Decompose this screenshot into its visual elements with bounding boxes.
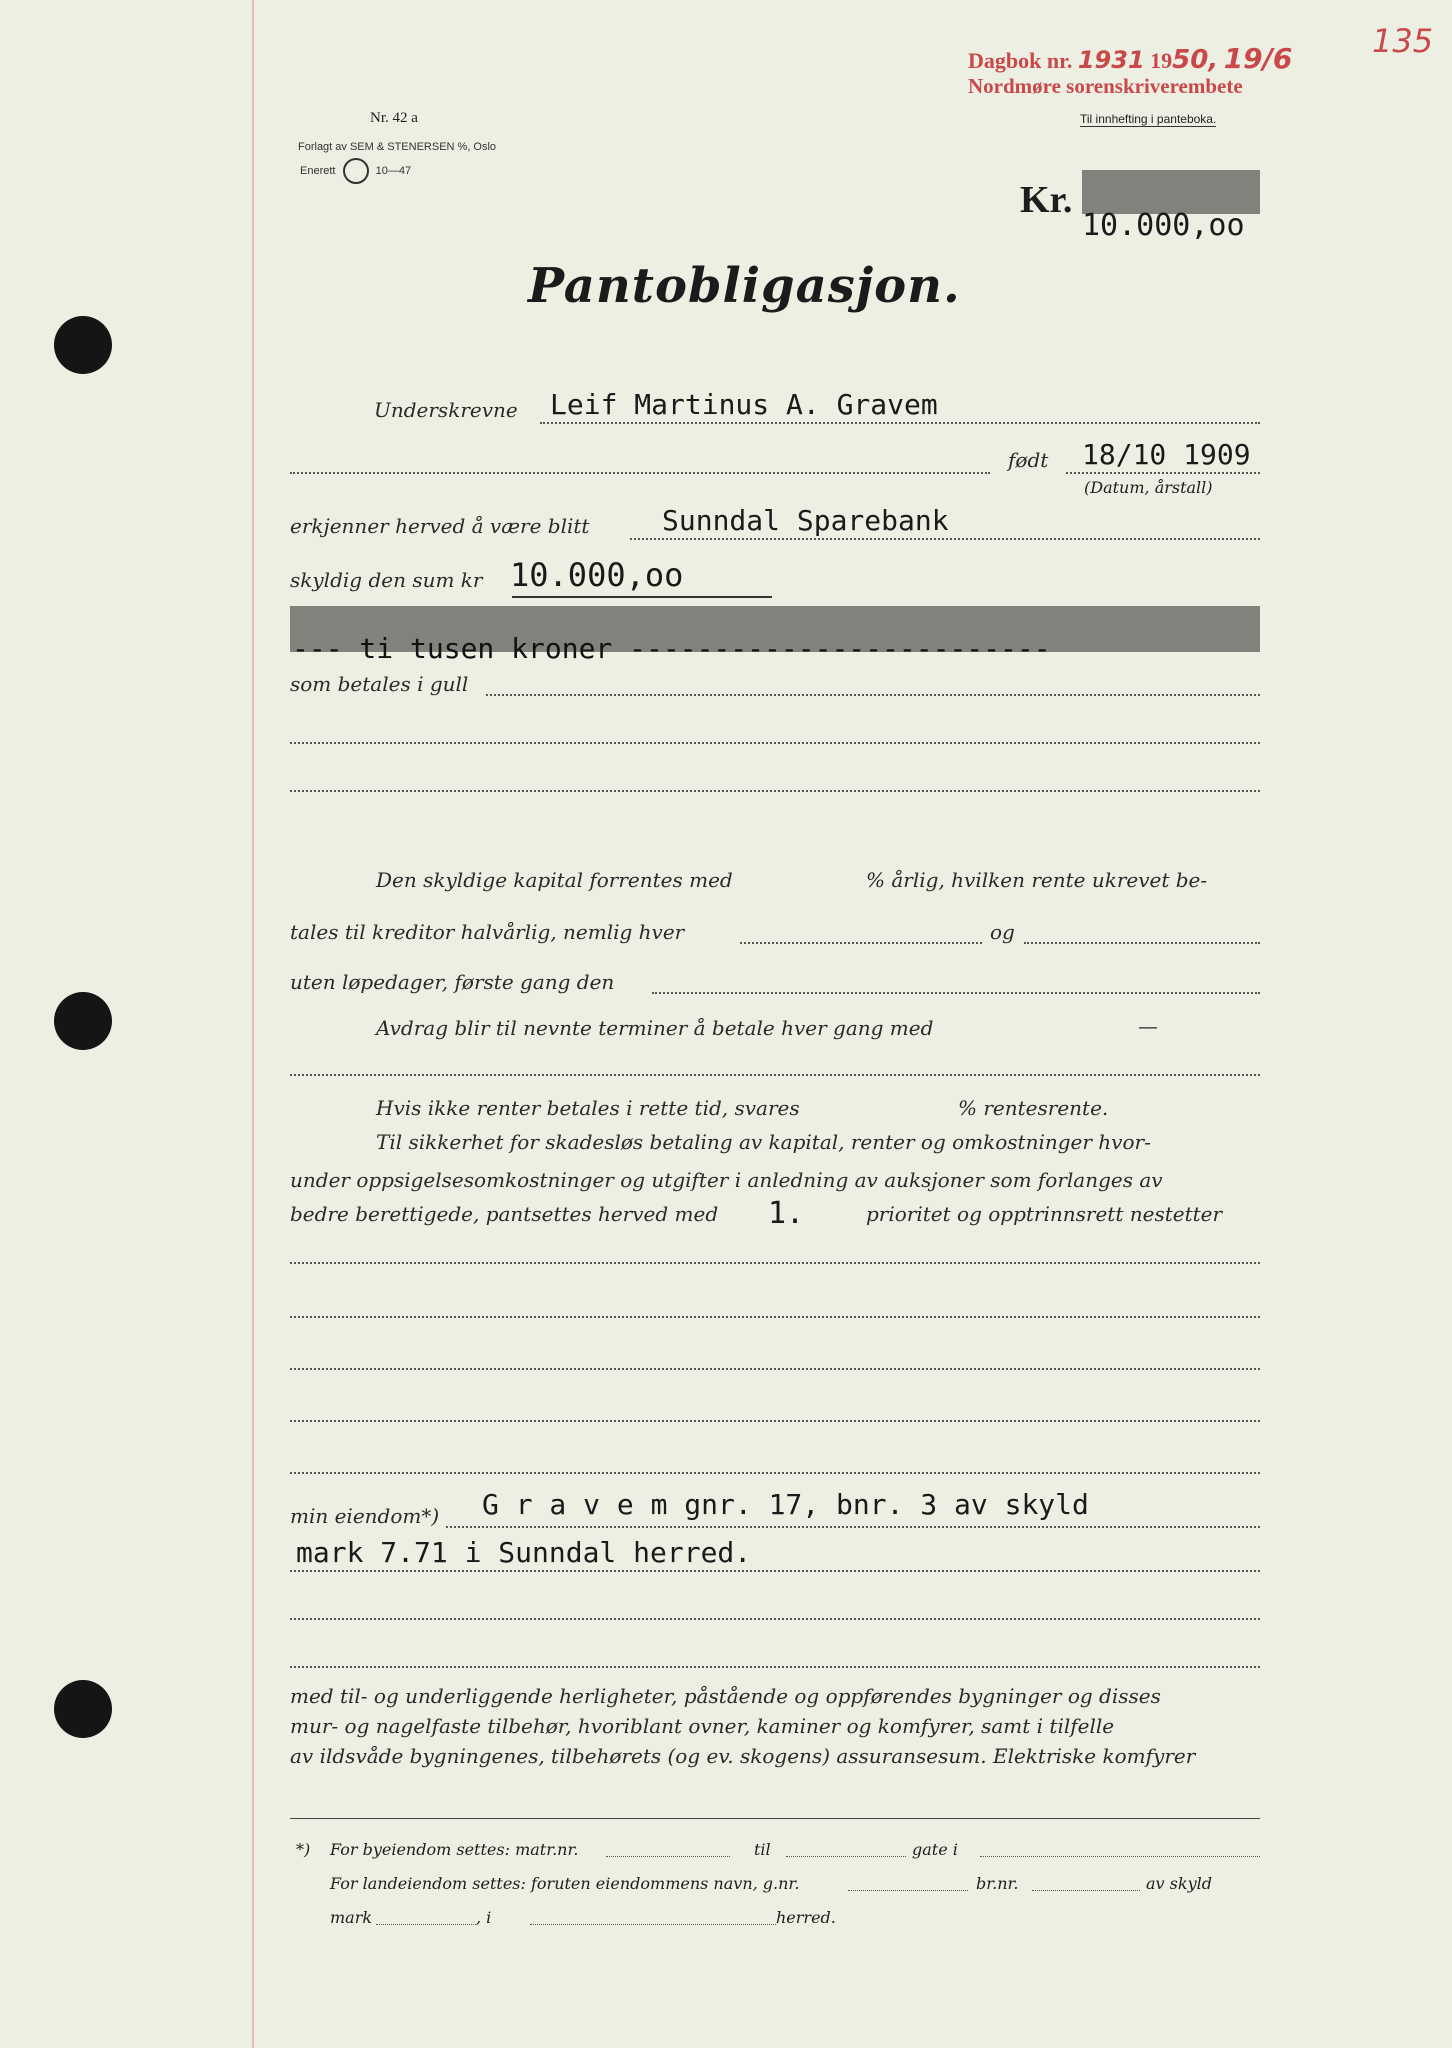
underskrevne-line: [540, 422, 1260, 424]
terms-line8-b: prioritet og opptrinnsrett nestetter: [866, 1202, 1223, 1226]
forste-gang-line: [652, 992, 1260, 994]
footnote-l2-b: br.nr.: [976, 1874, 1019, 1893]
closing-line3: av ildsvåde bygningenes, tilbehørets (og ev. skogens) assuransesum. Elektriske komfyrer: [290, 1744, 1196, 1768]
footnote-l3-c: herred.: [776, 1908, 836, 1927]
property-value-line2: mark 7.71 i Sunndal herred.: [296, 1536, 752, 1569]
terms-line2-b: og: [990, 920, 1015, 944]
halvarlig-line: [740, 942, 982, 944]
property-label: min eiendom*): [290, 1504, 440, 1528]
footnote-l2-a: For landeiendom settes: foruten eiendommens navn, g.nr.: [330, 1874, 800, 1893]
terms-line8-a: bedre berettigede, pantsettes herved med: [290, 1202, 719, 1226]
amount-value: 10.000,oo: [1082, 208, 1245, 243]
blank-line-1: [290, 742, 1260, 744]
footnote-l2-line2: [1032, 1890, 1140, 1891]
blank-line-7: [290, 1472, 1260, 1474]
footnote-l1-b: til: [754, 1840, 771, 1859]
property-line: [446, 1526, 1260, 1528]
fodt-line: [1066, 472, 1260, 474]
stamp-line3: Til innhefting i panteboka.: [1080, 112, 1217, 126]
terms-line4-value: —: [1138, 1014, 1158, 1038]
prioritet-value: 1.: [768, 1196, 805, 1231]
amount-label: Kr.: [1020, 179, 1073, 221]
page-number: 135: [1372, 22, 1434, 60]
underskrevne-line-2: [290, 472, 990, 474]
footnote-l3-line2: [530, 1924, 776, 1925]
erkjenner-label: erkjenner herved å være blitt: [290, 514, 590, 538]
publisher-logo-icon: [343, 158, 369, 184]
skyldig-label: skyldig den sum kr: [290, 568, 483, 592]
skyldig-value: 10.000,oo: [510, 556, 684, 594]
footnote-l3-b: , i: [476, 1908, 492, 1927]
terms-line3: uten løpedager, første gang den: [290, 970, 615, 994]
terms-line5-a: Hvis ikke renter betales i rette tid, svares: [376, 1096, 800, 1120]
blank-line-2: [290, 790, 1260, 792]
punch-hole-middle: [54, 992, 112, 1050]
terms-line4: Avdrag blir til nevnte terminer å betale hver gang med: [376, 1016, 934, 1040]
footnote-l2-line1: [848, 1890, 968, 1891]
blank-line-5: [290, 1368, 1260, 1370]
property-value-line1: G r a v e m gnr. 17, bnr. 3 av skyld: [482, 1488, 1089, 1521]
footnote-l2-c: av skyld: [1146, 1874, 1212, 1893]
terms-line5-b: % rentesrente.: [958, 1096, 1109, 1120]
fodt-hint: (Datum, årstall): [1084, 478, 1213, 497]
erkjenner-line: [630, 538, 1260, 540]
blank-line-3: [290, 1262, 1260, 1264]
document-title: Pantobligasjon.: [528, 258, 961, 314]
publisher-line2: Enerett 10—47: [300, 158, 411, 184]
skyldig-underline: [512, 596, 772, 598]
publisher-line1: Forlagt av SEM & STENERSEN %, Oslo: [298, 141, 497, 153]
blank-line-4: [290, 1316, 1260, 1318]
terms-line6: Til sikkerhet for skadesløs betaling av kapital, renter og omkostninger hvor-: [376, 1130, 1151, 1154]
footnote-l1-c: gate i: [912, 1840, 958, 1859]
fodt-label: født: [1008, 448, 1049, 472]
terms-line7: under oppsigelsesomkostninger og utgifter i anledning av auksjoner som forlanges av: [290, 1168, 1163, 1192]
punch-hole-bottom: [54, 1680, 112, 1738]
closing-line1: med til- og underliggende herligheter, påstående og oppførendes bygninger og disses: [290, 1684, 1161, 1708]
underskrevne-label: Underskrevne: [374, 398, 518, 422]
closing-line2: mur- og nagelfaste tilbehør, hvoriblant ovner, kaminer og komfyrer, samt i tilfelle: [290, 1714, 1115, 1738]
blank-line-8: [290, 1618, 1260, 1620]
blank-line-6: [290, 1420, 1260, 1422]
footnote-l3-a: mark: [330, 1908, 373, 1927]
margin-rule: [252, 0, 254, 2048]
gull-line: [486, 694, 1260, 696]
terms-line1-b: % årlig, hvilken rente ukrevet be-: [866, 868, 1208, 892]
amount-words-value: --- ti tusen kroner -------------------------: [292, 632, 1051, 665]
footnote-marker: *): [296, 1840, 311, 1859]
property-line-2: [290, 1570, 1260, 1572]
terms-line1-a: Den skyldige kapital forrentes med: [376, 868, 733, 892]
form-number: Nr. 42 a: [370, 110, 418, 126]
stamp-line2: Nordmøre sorenskriverembete: [968, 74, 1243, 98]
footnote-l1-line1: [606, 1856, 730, 1857]
terms-line2-a: tales til kreditor halvårlig, nemlig hver: [290, 920, 685, 944]
footnote-l3-line1: [376, 1924, 476, 1925]
avdrag-line: [290, 1074, 1260, 1076]
punch-hole-top: [54, 316, 112, 374]
gull-label: som betales i gull: [290, 672, 469, 696]
og-line: [1024, 942, 1260, 944]
fodt-value: 18/10 1909: [1082, 438, 1251, 471]
blank-line-9: [290, 1666, 1260, 1668]
underskrevne-value: Leif Martinus A. Gravem: [550, 388, 938, 421]
footnote-rule: [290, 1818, 1260, 1819]
footnote-l1-a: For byeiendom settes: matr.nr.: [330, 1840, 579, 1859]
footnote-l1-line3: [980, 1856, 1260, 1857]
stamp-line1: Dagbok nr. 1931 1950, 19/6: [968, 42, 1293, 75]
footnote-l1-line2: [786, 1856, 906, 1857]
erkjenner-value: Sunndal Sparebank: [662, 504, 949, 537]
